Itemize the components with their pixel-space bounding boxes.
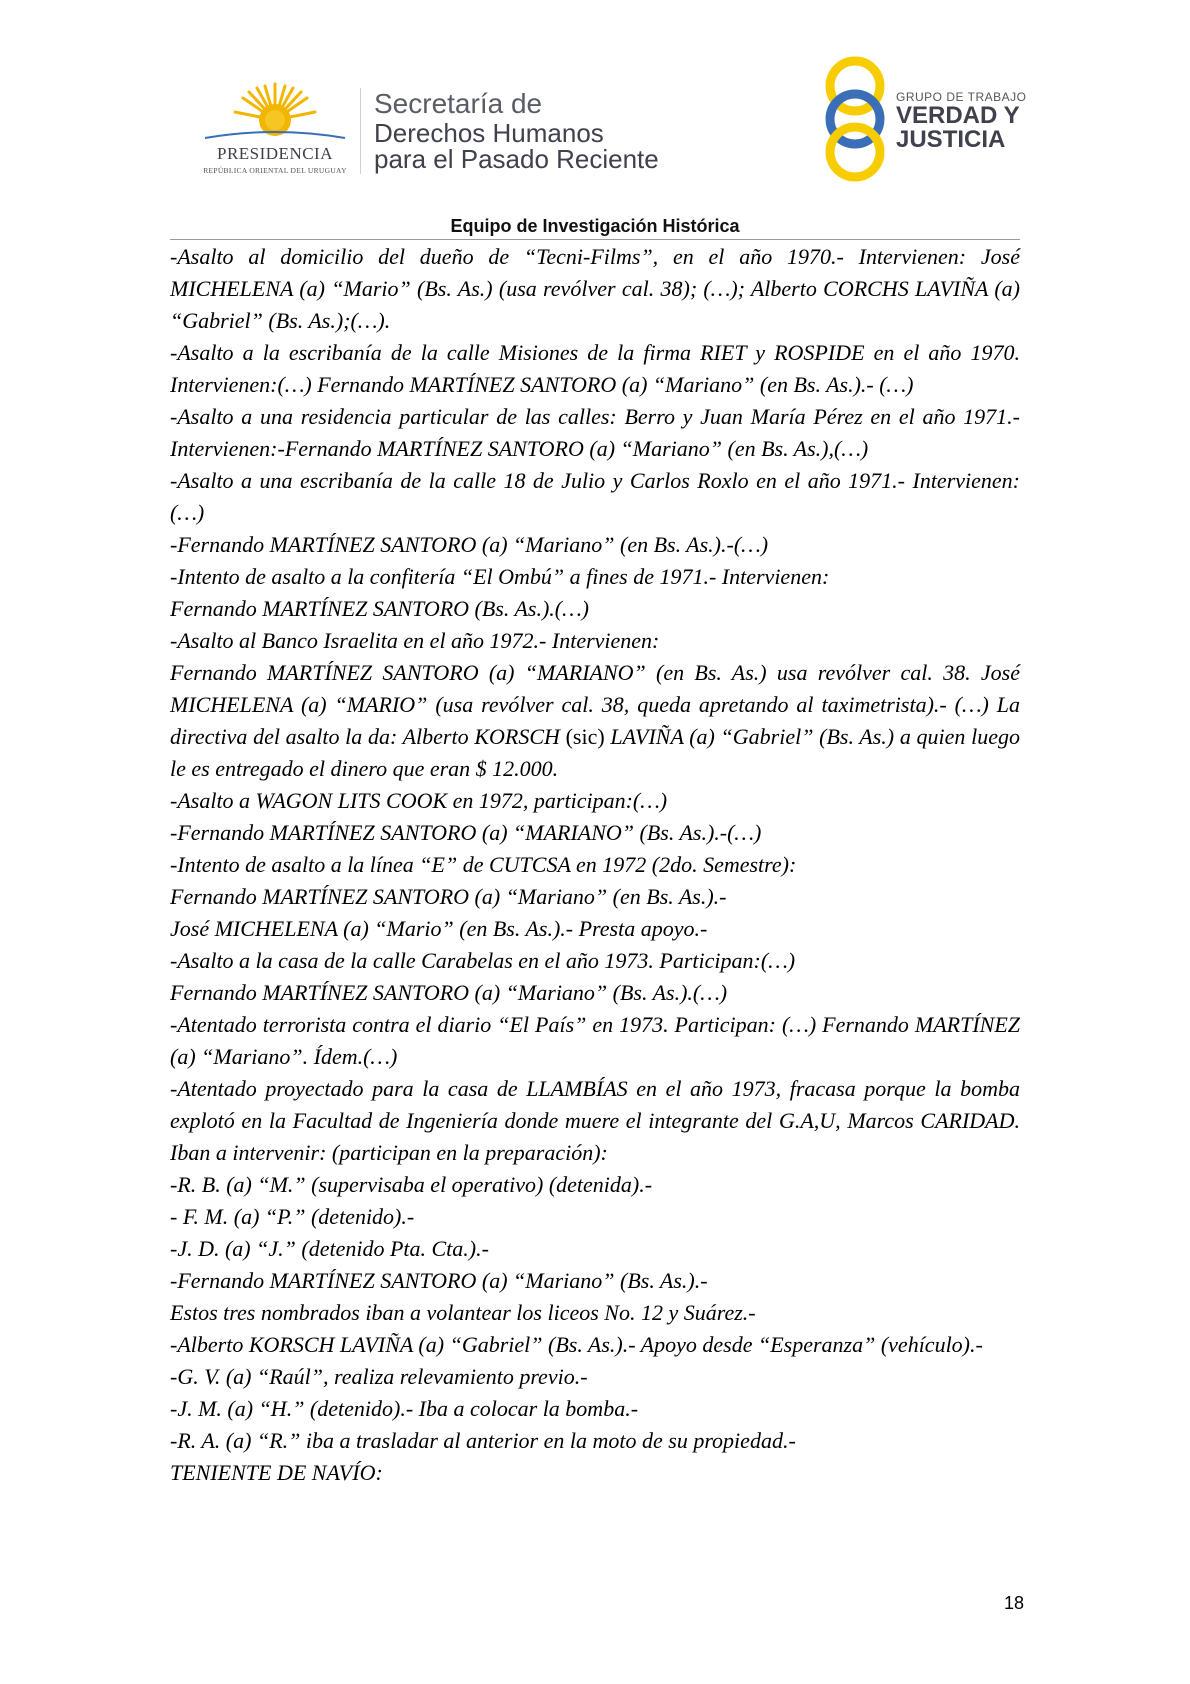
paragraph: TENIENTE DE NAVÍO: [170,1460,383,1485]
paragraph: -Asalto a una residencia particular de las calles: Berro y Juan María Pérez en el año 1971.- Intervienen:-Fernando MARTÍNEZ SANTORO (a) “Mariano” (en Bs. As.),(…) [170,404,1020,461]
document-body [170,241,1020,1489]
paragraph: -G. V. (a) “Raúl”, realiza relevamiento previo.- [170,1364,588,1389]
header-rule [170,239,1020,240]
secretaria-line-3: para el Pasado Reciente [374,144,659,174]
secretaria-line-2: Derechos Humanos [374,118,604,148]
secretaria-line-1: Secretaría de [374,88,543,119]
header-divider [360,88,361,174]
paragraph: -Fernando MARTÍNEZ SANTORO (a) “Mariano” (en Bs. As.).-(…) [170,532,769,557]
paragraph: -Intento de asalto a la confitería “El Ombú” a fines de 1971.- Intervienen: [170,564,830,589]
paragraph: -J. D. (a) “J.” (detenido Pta. Cta.).- [170,1236,489,1261]
presidencia-logo [195,80,355,180]
paragraph: -Atentado proyectado para la casa de LLAMBÍAS en el año 1973, fracasa porque la bomba explotó en la Facultad de Ingeniería donde muere el integrante del G.A,U, Marcos CARIDAD. Iban a intervenir: (participan en la preparación): [170,1076,1020,1165]
paragraph: - F. M. (a) “P.” (detenido).- [170,1204,415,1229]
paragraph: -Asalto a la casa de la calle Carabelas en el año 1973. Participan:(…) [170,948,796,973]
paragraph: -Asalto a WAGON LITS COOK en 1972, participan:(…) [170,788,668,813]
text-run: LAVIÑA (a) “Gabriel” (Bs. As.) a quien luego le es entregado el dinero que eran $ 12.000. [170,724,1021,781]
paragraph: José MICHELENA (a) “Mario” (en Bs. As.).- Presta apoyo.- [170,916,708,941]
secretaria-logo-text [374,88,659,172]
paragraph: -Intento de asalto a la línea “E” de CUTCSA en 1972 (2do. Semestre): [170,852,797,877]
paragraph: Fernando MARTÍNEZ SANTORO (a) “Mariano” (en Bs. As.).- [170,884,727,909]
interlocking-rings-icon [820,56,890,182]
paragraph: -Atentado terrorista contra el diario “El País” en 1973. Participan: (…) Fernando MARTÍNEZ (a) “Mariano”. Ídem.(…) [170,1012,1020,1069]
team-title: Equipo de Investigación Histórica [450,216,740,236]
paragraph: -Alberto KORSCH LAVIÑA (a) “Gabriel” (Bs. As.).- Apoyo desde “Esperanza” (vehículo).- [170,1332,983,1357]
paragraph: Fernando MARTÍNEZ SANTORO (Bs. As.).(…) [170,596,590,621]
paragraph: -Fernando MARTÍNEZ SANTORO (a) “Mariano” (Bs. As.).- [170,1268,708,1293]
paragraph [170,657,1020,785]
verdad-justicia-logo [820,56,1030,182]
grupo-line-1: GRUPO DE TRABAJO [896,90,1027,104]
paragraph: Estos tres nombrados iban a volantear los liceos No. 12 y Suárez.- [170,1300,756,1325]
text-run: Fernando MARTÍNEZ SANTORO (a) “MARIANO” (en Bs. As.) usa revólver cal. 38. José MICHELENA (a) “MARIO” (usa revólver cal. 38, queda apretando al taximetrista).- (…) La directiva del asalto la da: Alberto KORSCH [170,660,1020,749]
paragraph: -R. B. (a) “M.” (supervisaba el operativo) (detenida).- [170,1172,653,1197]
paragraph: -R. A. (a) “R.” iba a trasladar al anterior en la moto de su propiedad.- [170,1428,796,1453]
paragraph: -J. M. (a) “H.” (detenido).- Iba a colocar la bomba.- [170,1396,639,1421]
paragraph: -Fernando MARTÍNEZ SANTORO (a) “MARIANO” (Bs. As.).-(…) [170,820,762,845]
paragraph: -Asalto a la escribanía de la calle Misiones de la firma RIET y ROSPIDE en el año 1970. Intervienen:(…) Fernando MARTÍNEZ SANTORO (a) “Mariano” (en Bs. As.).- (…) [170,340,1020,397]
paragraph: -Asalto a una escribanía de la calle 18 de Julio y Carlos Roxlo en el año 1971.- Intervienen:(…) [170,468,1020,525]
grupo-line-2: VERDAD Y [896,102,1020,129]
sun-emblem-icon [195,80,355,146]
paragraph: -Asalto al Banco Israelita en el año 1972.- Intervienen: [170,628,660,653]
presidencia-subtitle: REPÚBLICA ORIENTAL DEL URUGUAY [203,166,347,175]
page-header [0,0,1190,210]
paragraph: -Asalto al domicilio del dueño de “Tecni-Films”, en el año 1970.- Intervienen: José MICHELENA (a) “Mario” (Bs. As.) (usa revólver cal. 38); (…); Alberto CORCHS LAVIÑA (a) “Gabriel” (Bs. As.);(…). [170,244,1020,333]
sic-note: (sic) [565,724,605,749]
page-number: 18 [1003,1593,1024,1613]
grupo-line-3: JUSTICIA [896,126,1006,153]
presidencia-name: PRESIDENCIA [216,144,333,163]
paragraph: Fernando MARTÍNEZ SANTORO (a) “Mariano” (Bs. As.).(…) [170,980,728,1005]
